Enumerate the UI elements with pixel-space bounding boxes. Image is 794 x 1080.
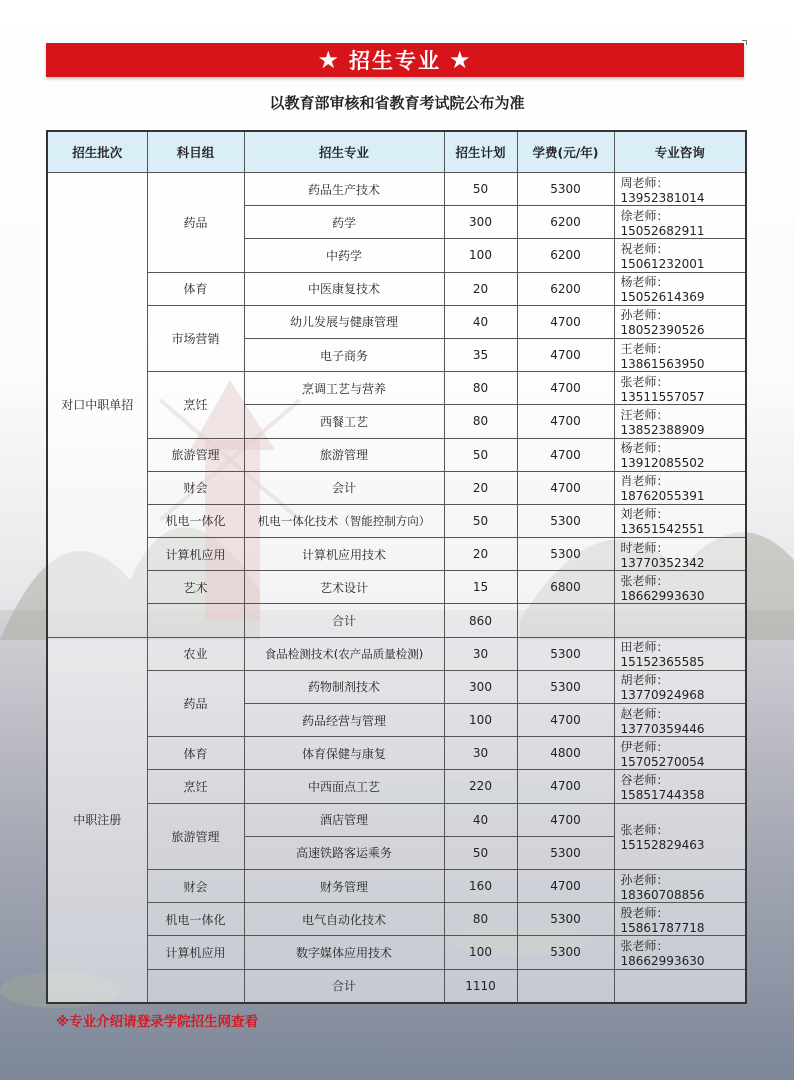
plan-cell: 300 — [444, 206, 517, 239]
major-cell: 中药学 — [244, 239, 444, 272]
plan-cell: 50 — [444, 836, 517, 869]
contact-cell: 田老师：15152365585 — [614, 637, 746, 670]
major-cell: 财务管理 — [244, 869, 444, 902]
major-cell: 药学 — [244, 206, 444, 239]
group-cell: 旅游管理 — [147, 803, 244, 869]
fee-cell: 4700 — [517, 770, 614, 803]
contact-cell: 胡老师：13770924968 — [614, 670, 746, 703]
major-cell: 高速铁路客运乘务 — [244, 836, 444, 869]
plan-cell: 30 — [444, 637, 517, 670]
major-cell: 中医康复技术 — [244, 272, 444, 305]
plan-cell: 40 — [444, 803, 517, 836]
fee-cell: 4800 — [517, 737, 614, 770]
fee-cell: 5300 — [517, 637, 614, 670]
header-batch: 招生批次 — [47, 131, 147, 173]
major-cell: 电子商务 — [244, 338, 444, 371]
fee-cell: 6200 — [517, 272, 614, 305]
contact-cell: 赵老师：13770359446 — [614, 704, 746, 737]
contact-cell: 张老师：18662993630 — [614, 571, 746, 604]
table-row — [47, 770, 746, 803]
contact-cell: 王老师：13861563950 — [614, 338, 746, 371]
plan-cell: 160 — [444, 869, 517, 902]
batch-cell: 对口中职单招 — [47, 173, 147, 638]
fee-cell: 4700 — [517, 869, 614, 902]
plan-cell: 20 — [444, 538, 517, 571]
group-cell: 机电一体化 — [147, 903, 244, 936]
table-row — [47, 372, 746, 405]
fee-cell: 4700 — [517, 372, 614, 405]
total-fee-empty-cell — [517, 969, 614, 1003]
fee-cell: 6800 — [517, 571, 614, 604]
plan-cell: 80 — [444, 372, 517, 405]
group-cell: 财会 — [147, 471, 244, 504]
batch-cell: 中职注册 — [47, 637, 147, 1002]
contact-cell: 张老师：15152829463 — [614, 803, 746, 869]
table-row — [47, 471, 746, 504]
contact-cell: 杨老师：13912085502 — [614, 438, 746, 471]
major-cell: 酒店管理 — [244, 803, 444, 836]
fee-cell: 4700 — [517, 438, 614, 471]
fee-cell: 5300 — [517, 936, 614, 969]
table-row — [47, 173, 746, 206]
contact-cell: 孙老师：18052390526 — [614, 305, 746, 338]
header-major: 招生专业 — [244, 131, 444, 173]
plan-cell: 300 — [444, 670, 517, 703]
star-icon-right: ★ — [449, 46, 473, 74]
total-contact-empty-cell — [614, 969, 746, 1003]
contact-cell: 伊老师：15705270054 — [614, 737, 746, 770]
fee-cell: 4700 — [517, 305, 614, 338]
group-cell: 药品 — [147, 670, 244, 736]
footnote-text: ※专业介绍请登录学院招生网查看 — [56, 1014, 259, 1030]
header-fee: 学费(元/年) — [517, 131, 614, 173]
total-value-cell: 860 — [444, 604, 517, 637]
page-subtitle: 以教育部审核和省教育考试院公布为准 — [269, 94, 525, 112]
total-spacer-cell — [147, 969, 244, 1003]
group-cell: 计算机应用 — [147, 936, 244, 969]
fee-cell: 4700 — [517, 471, 614, 504]
contact-cell: 孙老师：18360708856 — [614, 869, 746, 902]
group-cell: 农业 — [147, 637, 244, 670]
major-cell: 幼儿发展与健康管理 — [244, 305, 444, 338]
contact-cell: 刘老师：13651542551 — [614, 504, 746, 537]
table-row — [47, 504, 746, 537]
major-cell: 机电一体化技术（智能控制方向） — [244, 504, 444, 537]
group-cell: 旅游管理 — [147, 438, 244, 471]
fee-cell: 5300 — [517, 538, 614, 571]
fee-cell: 5300 — [517, 836, 614, 869]
admission-table — [46, 130, 747, 1004]
total-contact-empty-cell — [614, 604, 746, 637]
fee-cell: 5300 — [517, 504, 614, 537]
fee-cell: 5300 — [517, 173, 614, 206]
contact-cell: 肖老师：18762055391 — [614, 471, 746, 504]
contact-cell: 张老师：18662993630 — [614, 936, 746, 969]
major-cell: 体育保健与康复 — [244, 737, 444, 770]
table-row — [47, 637, 746, 670]
major-cell: 旅游管理 — [244, 438, 444, 471]
plan-cell: 30 — [444, 737, 517, 770]
section-banner — [46, 43, 744, 77]
plan-cell: 40 — [444, 305, 517, 338]
plan-cell: 50 — [444, 173, 517, 206]
fee-cell: 4700 — [517, 704, 614, 737]
major-cell: 中西面点工艺 — [244, 770, 444, 803]
major-cell: 艺术设计 — [244, 571, 444, 604]
plan-cell: 100 — [444, 936, 517, 969]
table-row — [47, 737, 746, 770]
contact-cell: 时老师：13770352342 — [614, 538, 746, 571]
table-row — [47, 936, 746, 969]
contact-cell: 殷老师：15861787718 — [614, 903, 746, 936]
contact-cell: 汪老师：13852388909 — [614, 405, 746, 438]
major-cell: 西餐工艺 — [244, 405, 444, 438]
major-cell: 会计 — [244, 471, 444, 504]
major-cell: 计算机应用技术 — [244, 538, 444, 571]
total-label-cell: 合计 — [244, 604, 444, 637]
table-header-row — [47, 131, 746, 173]
table-row — [47, 670, 746, 703]
contact-cell: 徐老师：15052682911 — [614, 206, 746, 239]
major-cell: 食品检测技术(农产品质量检测) — [244, 637, 444, 670]
major-cell: 电气自动化技术 — [244, 903, 444, 936]
group-cell: 机电一体化 — [147, 504, 244, 537]
table-row — [47, 538, 746, 571]
table-total-row — [47, 969, 746, 1003]
major-cell: 数字媒体应用技术 — [244, 936, 444, 969]
banner-title: 招生专业 — [349, 49, 441, 73]
plan-cell: 35 — [444, 338, 517, 371]
fee-cell: 5300 — [517, 903, 614, 936]
major-cell: 药物制剂技术 — [244, 670, 444, 703]
plan-cell: 80 — [444, 405, 517, 438]
plan-cell: 15 — [444, 571, 517, 604]
group-cell: 体育 — [147, 272, 244, 305]
table-row — [47, 571, 746, 604]
fee-cell: 5300 — [517, 670, 614, 703]
fee-cell: 4700 — [517, 405, 614, 438]
group-cell: 体育 — [147, 737, 244, 770]
table-total-row — [47, 604, 746, 637]
contact-cell: 杨老师：15052614369 — [614, 272, 746, 305]
plan-cell: 20 — [444, 272, 517, 305]
table-row — [47, 272, 746, 305]
fee-cell: 6200 — [517, 206, 614, 239]
group-cell: 烹饪 — [147, 770, 244, 803]
plan-cell: 100 — [444, 239, 517, 272]
total-fee-empty-cell — [517, 604, 614, 637]
group-cell: 艺术 — [147, 571, 244, 604]
contact-cell: 张老师：13511557057 — [614, 372, 746, 405]
group-cell: 药品 — [147, 173, 244, 273]
header-contact: 专业咨询 — [614, 131, 746, 173]
fee-cell: 4700 — [517, 338, 614, 371]
total-label-cell: 合计 — [244, 969, 444, 1003]
plan-cell: 80 — [444, 903, 517, 936]
group-cell: 财会 — [147, 869, 244, 902]
plan-cell: 50 — [444, 438, 517, 471]
table-row — [47, 803, 746, 836]
total-value-cell: 1110 — [444, 969, 517, 1003]
group-cell: 烹饪 — [147, 372, 244, 438]
contact-cell: 祝老师：15061232001 — [614, 239, 746, 272]
contact-cell: 周老师：13952381014 — [614, 173, 746, 206]
major-cell: 药品经营与管理 — [244, 704, 444, 737]
header-subject-group: 科目组 — [147, 131, 244, 173]
plan-cell: 50 — [444, 504, 517, 537]
fee-cell: 4700 — [517, 803, 614, 836]
table-row — [47, 438, 746, 471]
plan-cell: 100 — [444, 704, 517, 737]
admission-table-container — [46, 130, 745, 1004]
plan-cell: 20 — [444, 471, 517, 504]
banner-corner-mark — [742, 40, 747, 45]
major-cell: 药品生产技术 — [244, 173, 444, 206]
group-cell: 市场营销 — [147, 305, 244, 371]
group-cell: 计算机应用 — [147, 538, 244, 571]
table-row — [47, 305, 746, 338]
table-row — [47, 903, 746, 936]
fee-cell: 6200 — [517, 239, 614, 272]
major-cell: 烹调工艺与营养 — [244, 372, 444, 405]
header-plan: 招生计划 — [444, 131, 517, 173]
contact-cell: 谷老师：15851744358 — [614, 770, 746, 803]
star-icon-left: ★ — [317, 46, 341, 74]
table-row — [47, 869, 746, 902]
total-spacer-cell — [147, 604, 244, 637]
plan-cell: 220 — [444, 770, 517, 803]
